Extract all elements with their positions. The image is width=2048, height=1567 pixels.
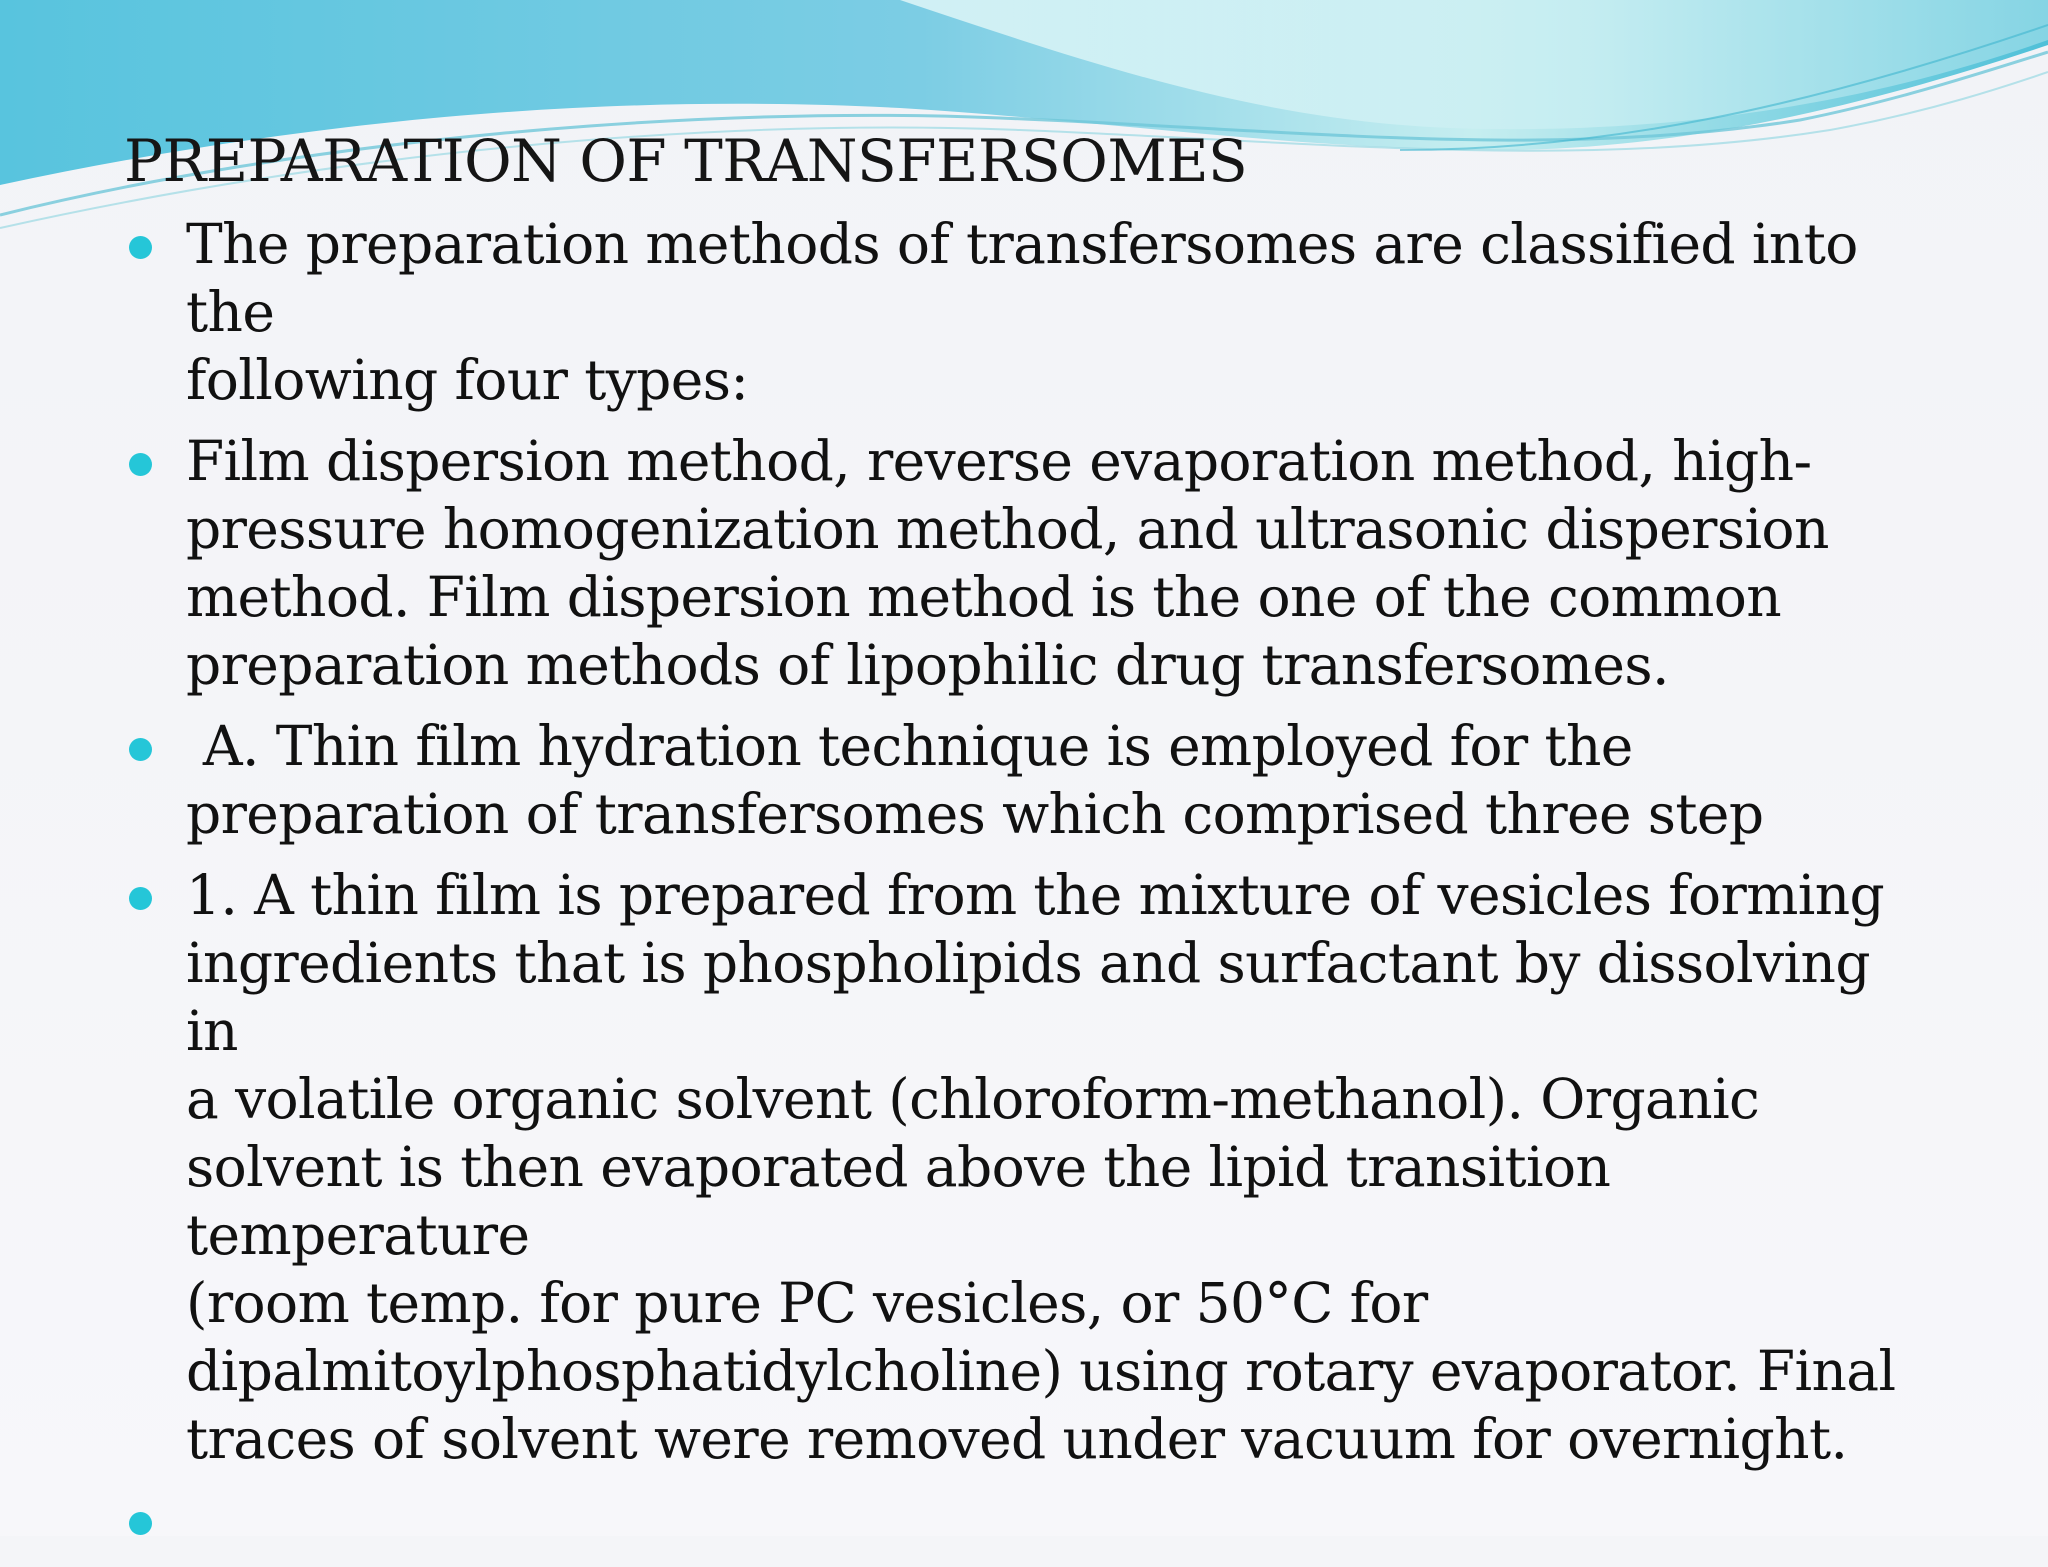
bullet-dot-icon [129,453,152,476]
bullet-text: 1. A thin film is prepared from the mixture of vesicles forming ingredients that is phospholipids and surfactant by dissolving in a volatile organic solvent (chloroform-methanol). Organic solvent is then evaporated above the lipid transition temperature (room temp. for pure PC vesicles, or 50°C for dipalmitoylphosphatidylcholine) using rotary evaporator. Final traces of solvent were removed under vacuum for overnight. [186,863,1896,1471]
bullet-dot-icon [129,887,152,910]
bullet-text: A. Thin film hydration technique is employed for the preparation of transfersomes which comprised three step [186,714,1764,846]
bullet-list [124,210,1924,1567]
bullet-item [124,712,1924,848]
bullet-dot-icon [129,236,152,259]
bullet-item-empty [124,1486,1924,1554]
slide-title: PREPARATION OF TRANSFERSOMES [124,127,1248,195]
bullet-item [124,427,1924,699]
bullet-dot-icon [129,738,152,761]
bullet-item [124,210,1924,414]
bullet-text: The preparation methods of transfersomes are classified into the following four types: [186,212,1858,412]
bullet-text: Film dispersion method, reverse evaporation method, high- pressure homogenization method, and ultrasonic dispersion method. Film dispersion method is the one of the common preparation methods of lipophilic drug transfersomes. [186,429,1829,697]
bullet-dot-icon [129,1512,152,1535]
bullet-item [124,861,1924,1473]
